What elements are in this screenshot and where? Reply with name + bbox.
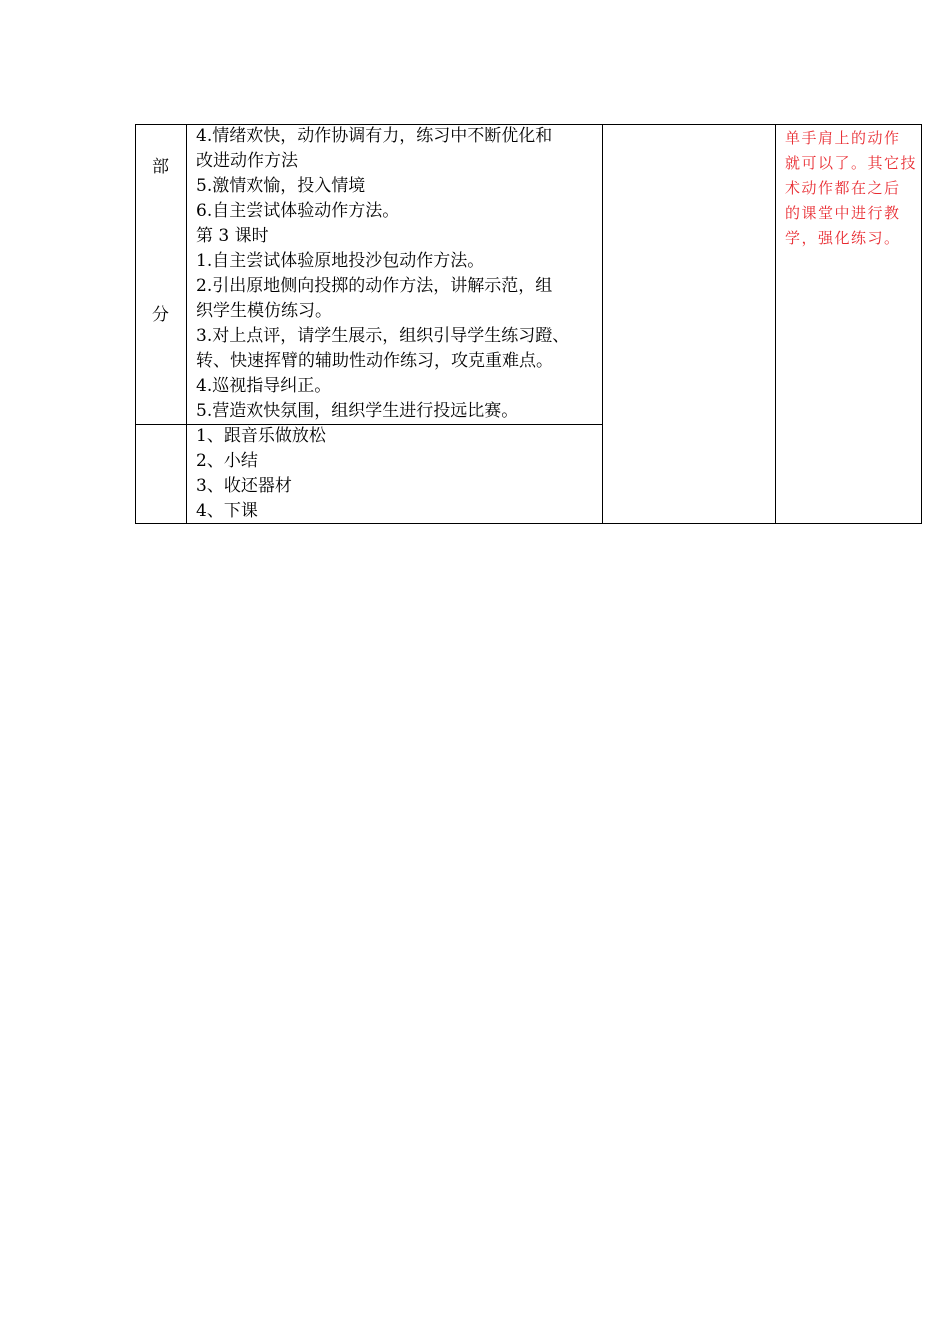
end-line: 3、收还器材 (196, 476, 292, 496)
col-border-label (186, 124, 187, 524)
end-line: 2、小结 (196, 451, 258, 471)
content-line: 第 3 课时 (196, 226, 269, 246)
note-line: 学，强化练习。 (785, 229, 901, 247)
lesson-plan-table (135, 124, 922, 524)
content-line: 5.营造欢快氛围，组织学生进行投远比赛。 (196, 401, 519, 421)
section-label-char-1: 部 (152, 157, 169, 177)
col-border-right (921, 124, 922, 524)
section-label-char-2: 分 (152, 305, 169, 325)
col-border-org (775, 124, 776, 524)
note-line: 术动作都在之后 (785, 179, 901, 197)
col-border-content (602, 124, 603, 524)
note-line: 单手肩上的动作 (785, 129, 901, 147)
main-content-cell (196, 124, 601, 424)
content-line: 1.自主尝试体验原地投沙包动作方法。 (196, 251, 485, 271)
content-line: 4.巡视指导纠正。 (196, 376, 332, 396)
content-line: 改进动作方法 (196, 151, 298, 171)
note-line: 就可以了。其它技 (785, 154, 918, 172)
end-line: 1、跟音乐做放松 (196, 426, 326, 446)
content-line: 6.自主尝试体验动作方法。 (196, 201, 400, 221)
content-line: 4.情绪欢快，动作协调有力，练习中不断优化和 (196, 126, 553, 146)
content-line: 转、快速挥臂的辅助性动作练习，攻克重难点。 (196, 351, 553, 371)
content-line: 织学生模仿练习。 (196, 301, 332, 321)
note-line: 的课堂中进行教 (785, 204, 901, 222)
end-line: 4、下课 (196, 501, 258, 521)
content-line: 5.激情欢愉，投入情境 (196, 176, 366, 196)
content-line: 3.对上点评，请学生展示，组织引导学生练习蹬、 (196, 326, 570, 346)
teacher-note (785, 126, 918, 251)
end-content-cell (196, 424, 601, 524)
content-line: 2.引出原地侧向投掷的动作方法，讲解示范，组 (196, 276, 553, 296)
